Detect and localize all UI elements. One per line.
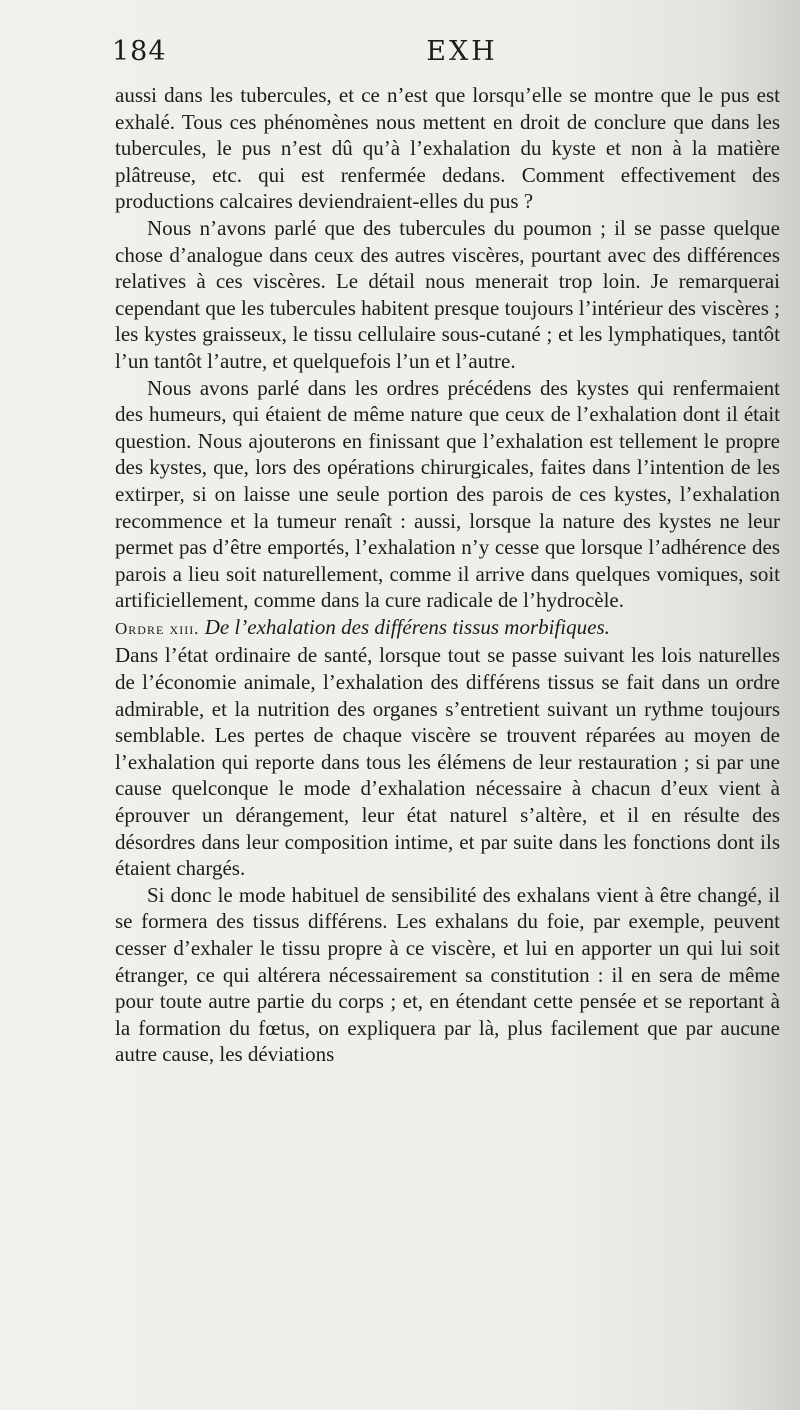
page-number: 184 [112,36,167,67]
paragraph-tubercules: Nous n’avons parlé que des tubercules du poumon ; il se passe quelque chose d’analogue dans ceux des autres viscères, pourtant avec des différences relatives à ces viscères. Le détail nous menerait trop loin. Je remarquerai cependant que les tubercules habitent presque toujours l’intérieur des viscères ; les kystes graisseux, le tissu cellulaire sous-cutané ; et les lymphatiques, tantôt l’un tantôt l’autre, et quelquefois l’un et l’autre. [115,215,780,373]
paragraph-continuation: aussi dans les tubercules, et ce n’est que lorsqu’elle se montre que le pus est exhalé. Tous ces phénomènes nous mettent en droit de conclure que dans les tubercules, le pus n’est dû qu’à l’exhalation du kyste et non à la matière plâtreuse, etc. qui est renfermée dedans. Comment effectivement des productions calcaires deviendraient-elles du pus ? [115,83,780,214]
section-heading [115,614,780,643]
paragraph-etat-ordinaire: Dans l’état ordinaire de santé, lorsque tout se passe suivant les lois naturelles de l’économie animale, l’exhalation des différens tissus se fait dans un ordre admirable, et la nutrition des organes s’entretient suivant un rythme toujours semblable. Les pertes de chaque viscère se trouvent réparées au moyen de l’exhalation qui reporte dans tous les élémens de leur restauration ; si par une cause quelconque le mode d’exhalation nécessaire à chacun d’eux vient à éprouver un dérangement, leur état naturel s’altère, et il en résulte des désordres dans leur composition intime, et par suite dans les fonctions dont ils étaient chargés. [115,643,780,881]
page-header [112,36,782,76]
body-text [115,82,780,1068]
paragraph-sensibilite: Si donc le mode habituel de sensibilité des exhalans vient à être changé, il se formera des tissus différens. Les exhalans du foie, par exemple, peuvent cesser d’exhaler le tissu propre à ce viscère, et lui en apporter un qui lui soit étranger, ce qui altérera nécessairement sa constitution : il en sera de même pour toute autre partie du corps ; et, en étendant cette pensée et se reportant à la formation du fœtus, on expliquera par là, plus facilement que par aucune autre cause, les déviations [115,882,780,1067]
paragraph-kystes: Nous avons parlé dans les ordres précédens des kystes qui renfermaient des humeurs, qui étaient de même nature que ceux de l’exhalation dont il était question. Nous ajouterons en finissant que l’exhalation est tellement le propre des kystes, que, lors des opérations chirurgicales, faites dans l’intention de les extirper, si on laisse une seule portion des parois de ces kystes, l’exhalation recommence et la tumeur renaît : aussi, lorsque la nature des kystes ne leur permet pas d’être emportés, l’exhalation n’y cesse que lorsque l’adhérence des parois a lieu soit naturellement, comme il arrive dans quelques vomiques, soit artificiellement, comme dans la cure radicale de l’hydrocèle. [115,375,780,613]
running-head: EXH [426,36,498,67]
ordre-title: De l’exhalation des différens tissus morbifiques. [204,614,610,639]
ordre-label: Ordre xiii. [115,618,200,638]
